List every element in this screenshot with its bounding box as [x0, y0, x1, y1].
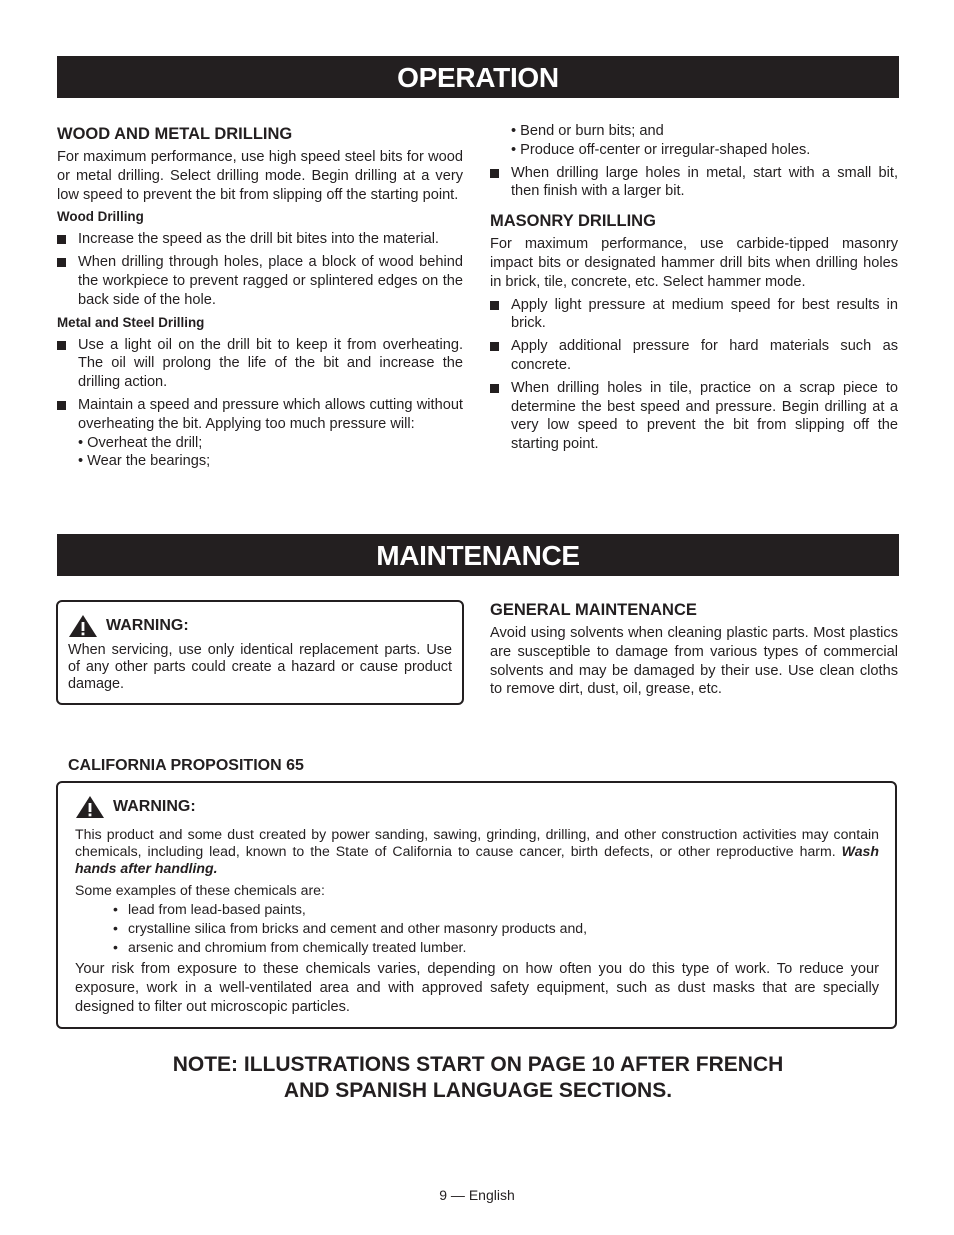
warning-triangle-icon: [68, 614, 98, 638]
operation-title: OPERATION: [397, 62, 559, 93]
page-footer: 9 — English: [439, 1187, 515, 1203]
list-item: Use a light oil on the drill bit to keep it from overheating. The oil will prolong the life of the bit and increase the drilling action.: [57, 336, 463, 392]
list-item: When drilling holes in tile, practice on a scrap piece to determine the best speed and pressure. Begin drilling at a very low speed to prevent the bit from slipping off the starting point.: [490, 379, 898, 454]
masonry-intro: For maximum performance, use carbide-tipped masonry impact bits or designated hammer drill bits when drilling holes in brick, tile, concrete, etc. Select hammer mode.: [490, 236, 898, 290]
prop65-warning-header: [75, 795, 879, 819]
masonry-heading: MASONRY DRILLING: [490, 212, 656, 231]
operation-banner: [57, 56, 899, 98]
prop65-examples-intro: Some examples of these chemicals are:: [75, 882, 325, 898]
prop65-warning-box: [56, 781, 897, 1029]
list-item: • Wear the bearings;: [78, 453, 211, 470]
wood-metal-heading: WOOD AND METAL DRILLING: [57, 125, 293, 143]
pressure-effects-continued: [490, 122, 898, 160]
pressure-effects-list: [78, 434, 463, 472]
prop65-risk-text: Your risk from exposure to these chemicals varies, depending on how often you do this type of work. To reduce your exposure, work in a well-ventilated area and with approved safety equipment, such as dust masks that are specially designed to filter out microscopic particles.: [75, 961, 879, 1015]
note-line-1: NOTE: ILLUSTRATIONS START ON PAGE 10 AFTER FRENCH: [172, 1053, 784, 1076]
list-item: Apply additional pressure for hard materials such as concrete.: [490, 337, 898, 375]
list-item: Increase the speed as the drill bit bites into the material.: [57, 230, 463, 249]
wood-drilling-heading: Wood Drilling: [57, 209, 144, 225]
list-item: Apply light pressure at medium speed for best results in brick.: [490, 296, 898, 334]
wood-drilling-list: [57, 230, 463, 309]
list-item: • crystalline silica from bricks and cement and other masonry products and,: [113, 919, 879, 938]
prop65-body: This product and some dust created by power sanding, sawing, grinding, drilling, and other construction activities may contain chemicals, including lead, known to the State of California to cause cancer, birth defects, or other reproductive harm.: [75, 826, 879, 859]
maintenance-warning-box: [56, 600, 464, 705]
maintenance-warning-text: When servicing, use only identical replacement parts. Use of any other parts could create a hazard or cause product damage.: [68, 642, 452, 692]
illustrations-note: [57, 1052, 899, 1104]
pressure-warning-text: Maintain a speed and pressure which allows cutting without overheating the bit. Applying too much pressure will:: [78, 396, 463, 432]
metal-drilling-heading: Metal and Steel Drilling: [57, 314, 205, 330]
general-maintenance-heading: GENERAL MAINTENANCE: [490, 601, 697, 619]
list-item: When drilling through holes, place a block of wood behind the workpiece to prevent ragged or splintered edges on the back side of the hole.: [57, 253, 463, 309]
prop65-emphasis: Wash hands after handling.: [75, 843, 879, 876]
maintenance-warning-label: WARNING:: [106, 617, 189, 634]
list-item: • Produce off-center or irregular-shaped holes.: [511, 141, 811, 158]
wood-metal-intro: For maximum performance, use high speed steel bits for wood or metal drilling. Select drilling mode. Begin drilling at a very low speed to prevent the bit from slipping off the starting point.: [57, 149, 463, 203]
list-item: • arsenic and chromium from chemically treated lumber.: [113, 938, 879, 957]
prop65-text: [75, 826, 879, 877]
maintenance-warning-header: [68, 614, 452, 638]
large-holes-list: [490, 164, 898, 202]
note-line-2: AND SPANISH LANGUAGE SECTIONS.: [283, 1079, 673, 1102]
wood-metal-section: [57, 124, 463, 475]
prop65-warning-label: WARNING:: [113, 798, 196, 815]
list-item: When drilling large holes in metal, start with a small bit, then finish with a larger bit.: [490, 164, 898, 202]
list-item: • lead from lead-based paints,: [113, 900, 879, 919]
warning-triangle-icon: [75, 795, 105, 819]
maintenance-banner: [57, 534, 899, 576]
metal-drilling-list: [57, 336, 463, 472]
prop65-heading: CALIFORNIA PROPOSITION 65: [68, 757, 304, 774]
list-item: [57, 396, 463, 471]
masonry-section: [490, 122, 898, 458]
general-maintenance-section: [490, 600, 898, 703]
general-maintenance-text: Avoid using solvents when cleaning plastic parts. Most plastics are susceptible to damage from various types of commercial solvents and may be damaged by their use. Use clean cloths to remove dirt, dust, oil, grease, etc.: [490, 625, 898, 698]
masonry-list: [490, 296, 898, 454]
prop65-examples-list: [75, 900, 879, 957]
maintenance-title: MAINTENANCE: [376, 540, 580, 571]
list-item: • Overheat the drill;: [78, 434, 203, 451]
list-item: • Bend or burn bits; and: [511, 123, 664, 139]
